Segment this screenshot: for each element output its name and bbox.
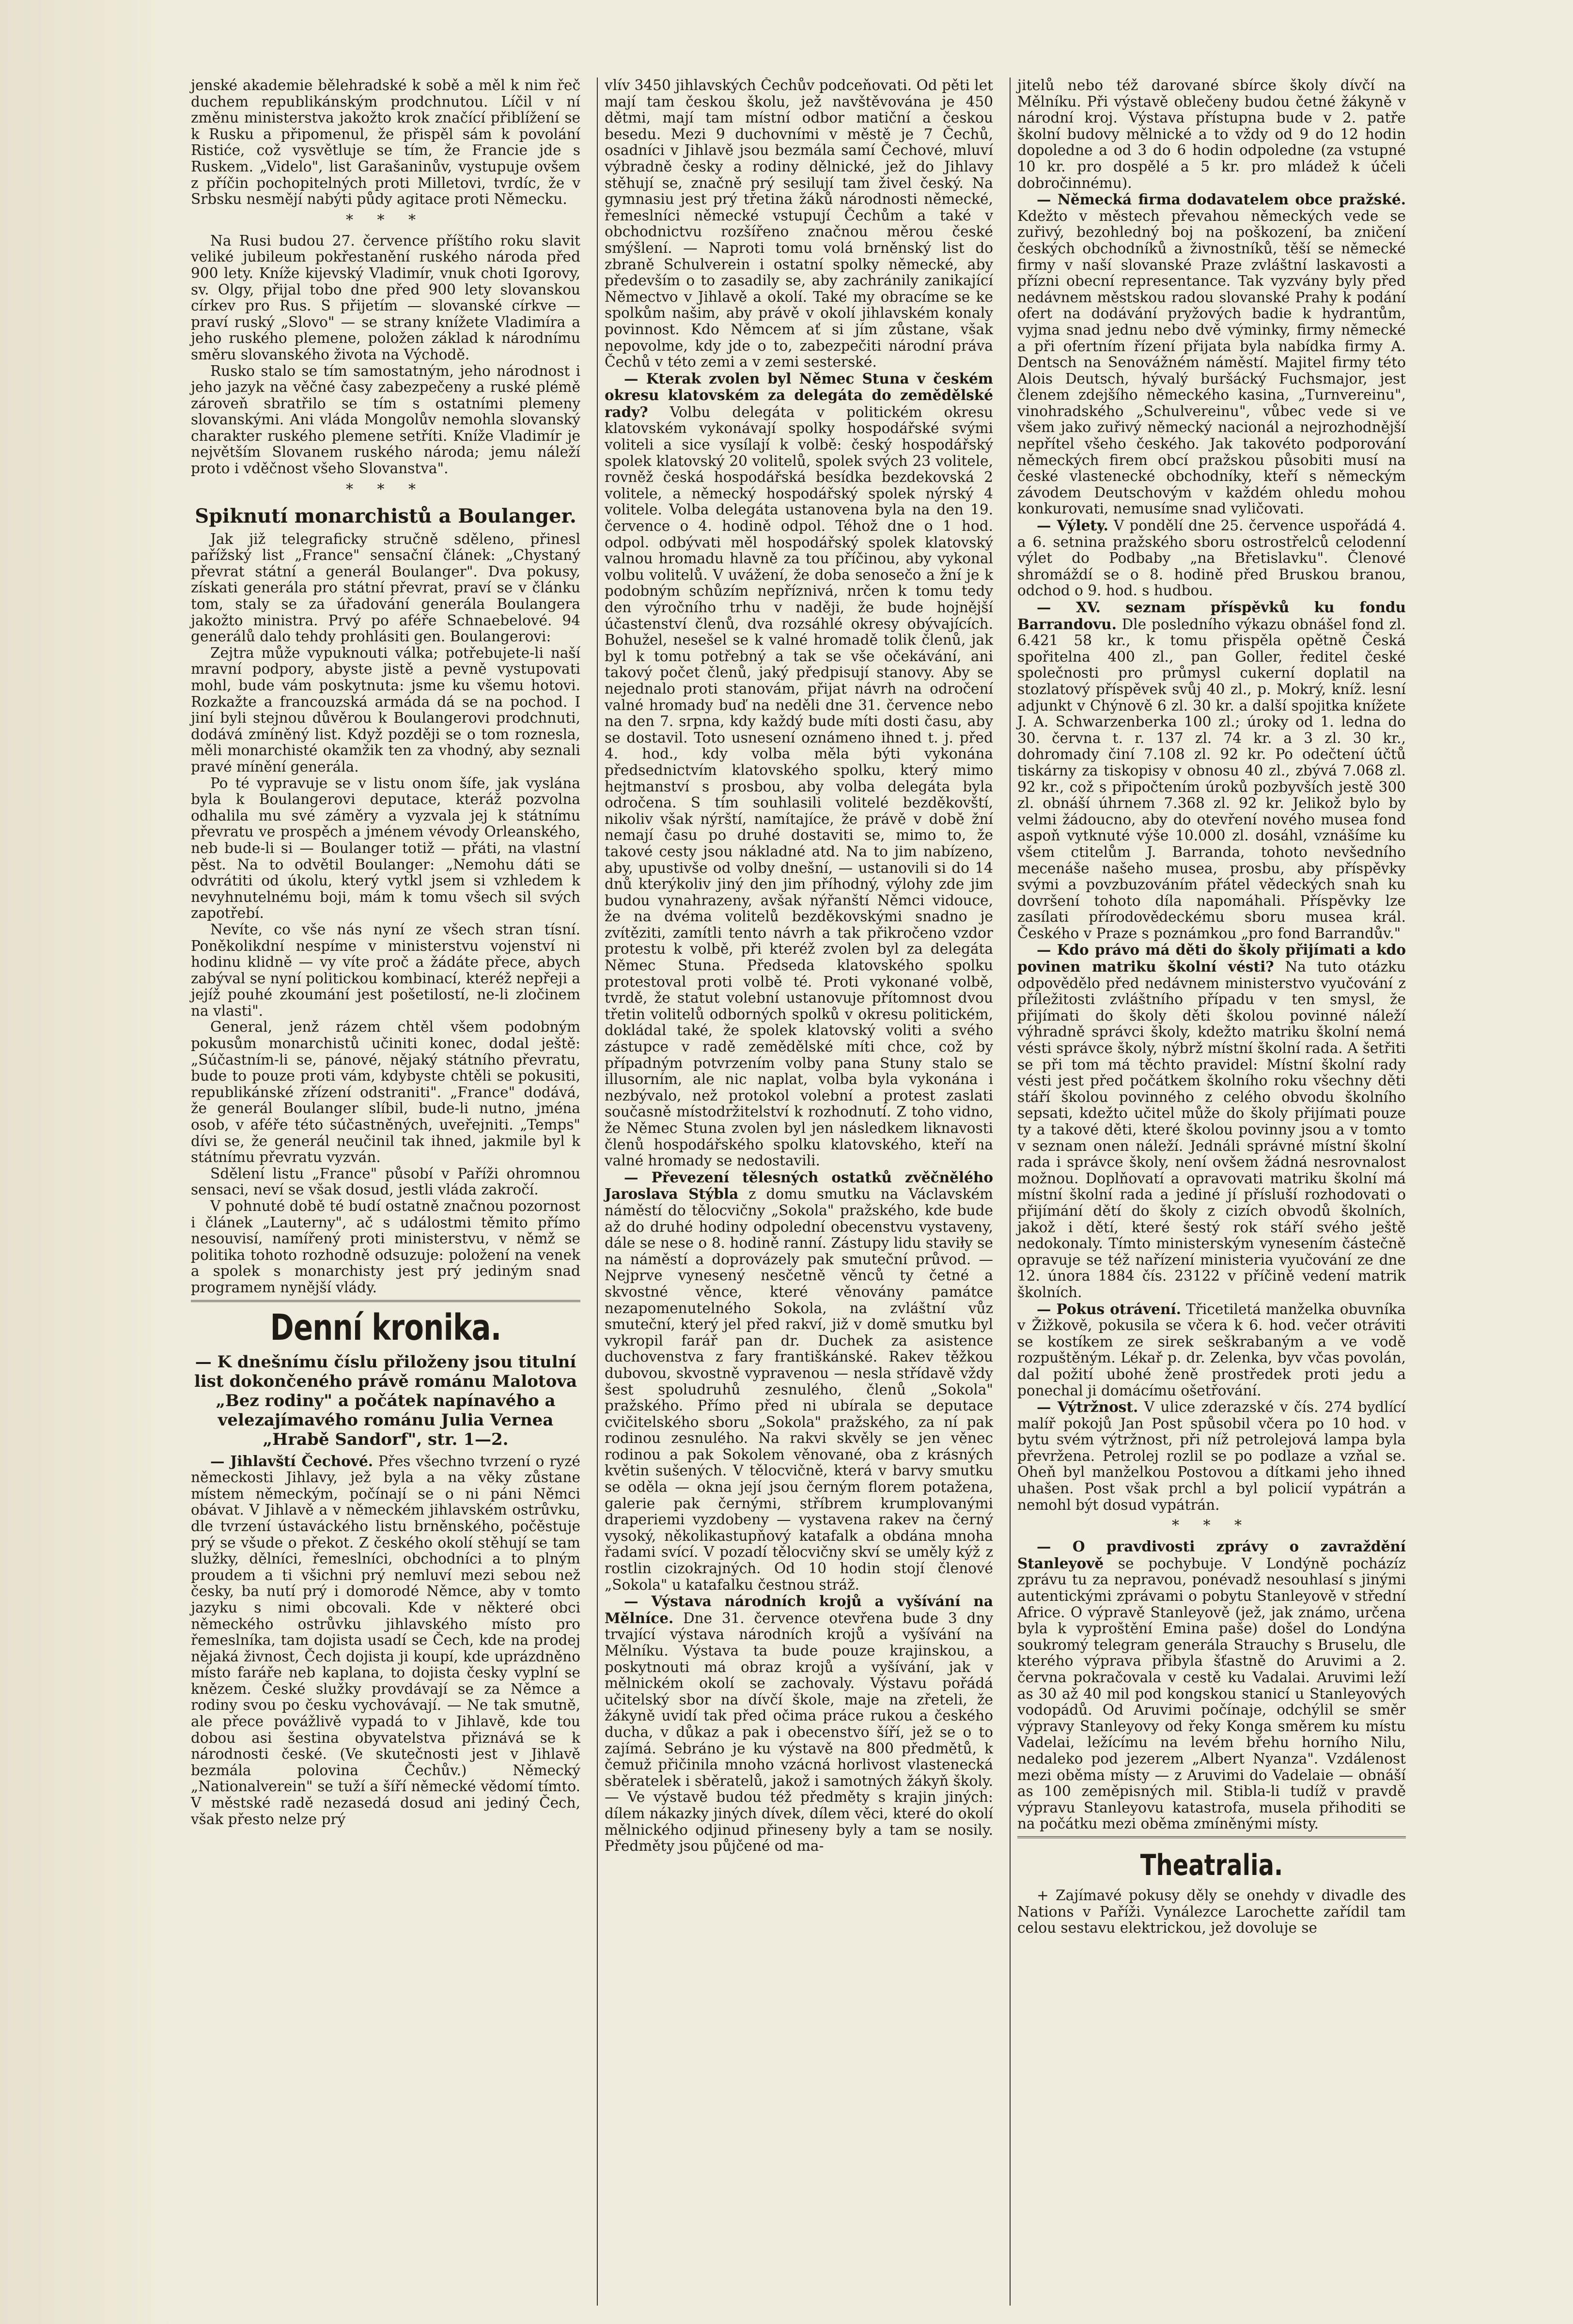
divider	[1017, 1836, 1406, 1838]
column-2	[597, 77, 1000, 2306]
paragraph: General, jenž rázem chtěl všem podobným pokusům monarchistů učiniti konec, dodal ještě: „Súčastním-li se, pánové, nějaký státního převratu, bude to pouze proti vám, kdybyste chtěli se pokusiti, republikánské zřízení odstraniti". „France" dodává, že generál Boulanger slíbil, bude-li nutno, jména osob, v aféře této súčastněných, uveřejniti. „Temps" dívi se, že generál neučinil tak ihned, jakmile byl k státnímu převratu vyzván.	[191, 1019, 580, 1166]
item-heading: — Pokus otrávení.	[1037, 1300, 1181, 1317]
newspaper-page	[184, 77, 1415, 2306]
column-1	[184, 77, 587, 2306]
item-text: V pondělí dne 25. července uspořádá 4. a 6. setnina pražského sboru ostrostřelců celodenní výlet do Podbaby „na Břetislavku". Členové shromáždí se o 8. hodině před Bruskou branou, odchod o 9. hod. s hudbou.	[1017, 517, 1406, 599]
separator-stars: * * *	[345, 211, 426, 229]
item-heading: — Převezení tělesných ostatků zvěčnělého Jaroslava Stýbla	[605, 1168, 993, 1203]
item-text: z domu smutku na Václavském náměstí do tělocvičny „Sokola" pražského, kde bude až do druhé hodiny odpolední obecenstvu vystaveny, dále se nese o 8. hodině ranní. Zástupy lidu staviły se na náměstí a doprovázely pak smuteční průvod. — Nejprve vynesený nesčetně věnců ty četné a skvostné věnce, které věnovány památce nezapomenutelného Sokola, na zvláštní vůz smuteční, který jel před rakví, již v domě smutku byl vykropil farář pan dr. Duchek za asistence duchovenstva z fary františkánské. Rakev těžkou dubovou, skvostně vypravenou — nesla střídavě vždy šest spoludruhů zesnulého, členů „Sokola" pražského. Přímo před ni ubírala se deputace cvičitelského sboru „Sokola" pražského, za ní pak rodinou zesnulého. Na rakvi skvěly se jen věnec rodinou a pak Sokolem věnované, oba z krásných květin sušených. V tělocvičně, která v barvy smutku se oděla — okna její jsou černým florem potažena, galerie pak černými, stříbrem krumplovanými draperiemi vyzdobeny — vystavena rakev na černý vysoký, několikastupňový katafalk a obdána mnoha řadami svící. V pozadí tělocvičny skví se uměly kýž z rostlin cizokrajných. Od 10 hodin stojí členové „Sokola" u katafalku čestnou stráž.	[605, 1186, 993, 1593]
paragraph: jitelů nebo též darované sbírce školy dívčí na Mělníku. Při výstavě oblečeny budou četné žákyně v národní kroj. Výstava přístupna bude v 2. patře školní budovy mělnické a to vždy od 9 do 12 hodin dopoledne a od 3 do 6 hodin odpoledne (za vstupné 10 kr. pro dospělé a 5 kr. pro mládež k účeli dobročinnému).	[1017, 77, 1406, 191]
page-margin	[0, 0, 174, 2324]
paragraph: Po té vypravuje se v listu onom šífe, jak vyslána byla k Boulangerovi deputace, kteráž pozvolna odhalila mu své záměry a vyzvala jej k státnímu převratu ve prospěch a jménem vévody Orleanského, neb bude-li si — Boulanger totiž — přáti, na vlastní pěst. Na to odvětil Boulanger: „Nemohu dáti se odvrátiti od úkolu, který vytkl jsem si vzhledem k nevyhnutelnému boji, mám k tomu všech sil svých zapotřebí.	[191, 775, 580, 922]
item-text: V ulice zderazské v čís. 274 bydlící malíř pokojů Jan Post spůsobil včera po 10 hod. v bytu svém výtržnost, při níž petrolejová lampa byla převržena. Petrolej rozlil se po podlaze a vzňal se. Oheň byl manželkou Postovou a dítkami jeho ihned uhašen. Post však prchl a byl policií vypátrán a nemohl být dosud vypátrán.	[1017, 1399, 1406, 1513]
item-text: Přes všechno tvrzení o ryzé německosti Jihlavy, jež byla a na věky zůstane místem německým, počínají se o ni páni Němci obávat. V Jihlavě a v německém jihlavském ostrůvku, dle tvrzení ústaváckého listu brněnského, počěstuje prý se všude o překot. Z českého okolí stěhují se tam služky, dělníci, řemeslníci, obchodníci a to plným proudem a ti všichni prý nemluví mezi sebou než česky, ba nutí prý i domorodé Němce, aby v tomto jazyku s nimi obcovali. Kde v některé obci německého ostrůvku jihlavského místo pro řemeslníka, tam dojista usadí se Čech, kde na prodej nějaká živnost, Čech dojista ji koupí, kde uprázdněno místo faráře neb kaplana, to dojista česky vyplní se knězem. České služky provdávají se za Němce a rodiny svou po česku vychovávají. — Ne tak smutně, ale přece povážlivě vypadá to v Jihlavě, kde tou dobou asi šestina obyvatelstva přiznává se k národnosti české. (Ve skutečnosti jest v Jihlavě bezmála polovina Čechův.) Německý „Nationalverein" se tuží a šíří německé vědomí tímto. V městské radě nezasedá dosud ani jediný Čech, však přesto nelze prý	[191, 1453, 580, 1828]
paragraph: vlív 3450 jihlavských Čechův podceňovati. Od pěti let mají tam českou školu, jež navštěvována je 450 dětmi, mají tam místní odbor matiční a českou besedu. Mezi 9 duchovními v městě je 7 Čechů, osadníci v Jihlavě jsou bezmála samí Čechové, mluví výbradně česky a rodiny dělnické, jež do Jihlavy stěhují se, značně prý sesilují tam živel český. Na gymnasiu jest prý třetina žáků národnosti německé, řemeslníci německé vstupují Čechům a také v obchodnictvu rozšířeno značnou měrou české smýšlení. — Naproti tomu volá brněnský list do zbraně Schulverein i ostatní spolky německé, aby především o to zasadily se, aby zachránily zanikající Němectvo v Jihlavě a okolí. Také my obracíme se ke spolkům našim, aby právě v okolí jihlavském konaly povinnost. Kdo Němcem ať si jím zůstane, však nepovolme, kdy jde o to, zabezpečiti národní práva Čechů v této zemi a v zemi sesterské.	[605, 77, 993, 371]
item-heading: — O pravdivosti zprávy o zavraždění Stanleyově	[1017, 1538, 1406, 1572]
paragraph: Zejtra může vypuknouti válka; potřebujete-li naší mravní podpory, abyste jistě a pevně vystupovati mohl, bude vám poskytnuta: jsme ku všemu hotovi. Rozkažte a francouzská armáda dá se na pochod. I jiní byli stejnou důvěrou k Boulangerovi prodchnuti, dodává zmíněný list. Když později se o tom roznesla, měli monarchisté okamžik ten za vhodný, aby seznali pravé mínění generála.	[191, 644, 580, 775]
lead-notice: — K dnešnímu číslu přiloženy jsou titulní list dokončeného právě románu Malotova „Bez rodiny" a počátek napínavého a velezajímavého románu Julia Vernea „Hrabě Sandorf", str. 1—2.	[194, 1352, 577, 1449]
paragraph: Jak již telegraficky stručně sděleno, přinesl pařížský list „France" sensační článek: „Chystaný převrat státní a generál Boulanger". Dva pokusy, získati generála pro státní převrat, praví se v článku tom, staly se za úřadování generála Boulangera jakožto ministra. Prvý po aféře Schnaebelové. 94 generálů dalo tehdy prohlásiti gen. Boulangerovi:	[191, 530, 580, 645]
item-heading: — Kterak zvolen byl Němec Stuna v českém okresu klatovském za delegáta do zemědělské rady?	[605, 370, 993, 420]
paragraph: Sdělení listu „France" působí v Paříži ohromnou sensaci, neví se však dosud, jestli vláda zakročí.	[191, 1165, 580, 1198]
paragraph: Rusko stalo se tím samostatným, jeho národnost i jeho jazyk na věčné časy zabezpečeny a ruské plémě zároveň sbratřilo se tím s ostatními plemeny slovanskými. Ani vláda Mongolův nemohla slovanský charakter ruského plemene setříti. Kníže Vladimír je největším Slovanem ruského národa; jemu náleží proto i vděčnost všeho Slovanstva".	[191, 362, 580, 477]
section-title: Denní kronika.	[270, 1306, 501, 1348]
item-text: Třicetiletá manželka obuvníka v Žižkově, pokusila se včera k 6. hod. večer otráviti se kostíkem ze sirek seškrabaným a ve vodě rozpuštěným. Lékař p. dr. Zelenka, byv včas povolán, dal požití ubohé ženě prostředek proti jedu a ponechal ji domácímu ošetřování.	[1017, 1301, 1406, 1399]
item-heading: — Výtržnost.	[1037, 1398, 1138, 1416]
item-heading: — Německá firma dodavatelem obce pražské.	[1037, 191, 1406, 208]
section-title: Theatralia.	[1140, 1848, 1283, 1882]
item-text: se pochybuje. V Londýně pocházíz zprávu tu za nepravou, ponévadž nesouhlasí s jinými autentickými zprávami o pobytu Stanleyově v střední Africe. O výpravě Stanleyově (jež, jak známo, určena byla k vyproštění Emina paše) došel do Londýna soukromý telegram generála Strauchy s Bruselu, dle kterého výprava přibyla šťastně do Aruvimi a 2. června pokračovala v cestě ku Vadalai. Aruvimi leží as 30 až 40 mil pod kongskou stanicí u Stanleyových vodopádů. Od Aruvimi počínaje, odchýlil se směr výpravy Stanleyovy od řeky Konga směrem ku místu Vadelai, ležícímu na levém břehu horního Nilu, nedaleko pod jezerem „Albert Nyanza". Vzdálenost mezi oběma místy — z Aruvimi do Vadelaie — obnáší as 100 zeměpisných mil. Stibla-li tudíž v pravdě výpravu Stanleyovu katastrofa, musela přihoditi se na počátku mezi oběma zmíněnými místy.	[1017, 1555, 1406, 1832]
item-text: Na tuto otázku odpovědělo před nedávnem ministerstvo vyučování z příležitosti zvláštního případu v ten smysl, že přijímati do školy děti školou povinné náleží výhradně správci školy, kdežto matriku školní nemá vésti správce školy, nýbrž místní školní rada. A šetřiti se při tom má těchto pravidel: Místní školní rady vésti jest před počátkem školního roku všechny děti stáří školou povinného z celého obvodu školního sepsati, kdežto učitel může do školy přijímati pouze ty a takové děti, které školou povinny jsou a v tomto v seznam onen náleží. Jednáli správné místní školní rada i správce školy, není ovšem žádná nesrovnalost možnou. Doplňovatí a opravovati matriku školní má místní školní rada a jediné jí přísluší rozhodovati o přijímání dětí do školy z cizích obvodů školních, jakož i dětí, které šestý rok stáří svého ještě nedokonaly. Tímto ministerským vynesením částečně opravuje se též nařízení ministeria vyučování ze dne 12. února 1884 čís. 23122 v příčině vedení matrik školních.	[1017, 959, 1406, 1301]
column-3	[1010, 77, 1413, 2306]
paragraph: jenské akademie bělehradské k sobě a měl k nim řeč duchem republikánským prodchnutou. Líčil v ní změnu ministerstva jakožto krok značící přiblížení se k Rusku a připomenul, že přispěl sám k povolání Ristiće, což vysvětluje se tím, že Francie jde s Ruskem. „Videlo", list Garašaninův, vystupuje ovšem z příčin pochopitelných proti Milletovi, tvrdíc, že v Srbsku nesmějí nabýti půdy agitace proti Německu.	[191, 77, 580, 208]
paragraph: V pohnuté době té budí ostatně značnou pozornost i článek „Lauterny", ač s událostmi těmito přímo nesouvisí, namířený proti ministerstvu, v němž se politika tohoto rozhodně odsuzuje: položení na venek a spolek s monarchisty jest prý jediným snad programem nynější vlády.	[191, 1198, 580, 1296]
section-heading: Spiknutí monarchistů a Boulanger.	[195, 504, 576, 527]
item-heading: — XV. seznam příspěvků ku fondu Barrandovu.	[1017, 599, 1406, 633]
item-heading: — Výstava národních krojů a vyšívání na Mělníce.	[605, 1593, 993, 1627]
paragraph: Nevíte, co vše nás nyní ze všech stran tísní. Poněkolikdní nespíme v ministerstvu vojenství ni hodinu klidně — vy víte proč a žádáte přece, abych zabýval se nyní politickou kombinací, kteréž nepřeji a jejíž pouhé zkoumání jest pošetilostí, ne-li zločinem na vlasti".	[191, 921, 580, 1019]
item-text: Kdežto v městech převahou německých vede se zuřivý, bezohledný boj na poškození, ba zničení českých obchodníků a živnostníků, těší se německé firmy v naší slovanské Praze zvláštní laskavosti a přízni obecní representance. Tak vyzvány byly před nedávnem městskou radou slovanské Prahy k podání ofert na dodávání pryžových badie k hydrantům, vyjma snad jednu nebo dvě výminky, firmy německé a při ofertním řízení přijata byla nabídka firmy A. Dentsch na Senovážném náměstí. Majitel firmy této Alois Deutsch, hývalý buršácký Fuchsmajor, jest členem zdejšího německého kasina, „Turnvereinu", vinohradského „Schulvereinu", vůbec vede si ve všem jako zuřivý německý nacionál a nejrozhodnější nepřítel všeho českého. Jak takovéto podporování německých firem obcí pražskou působiti musí na české vlastenecké obchodníky, kteří s německým závodem Deutschovým v každém ohledu mohou konkurovati, nemusíme snad vyličovati.	[1017, 207, 1406, 517]
divider	[191, 1300, 580, 1302]
item-text: Dne 31. července otevřena bude 3 dny trvající výstava národních krojů a vyšívání na Mělníku. Výstava ta bude pouze krajinskou, a poskytnouti má obraz krojů a vyšívání, jak v mělnickém okolí se zachovaly. Výstavu pořádá učitelský sbor na dívčí škole, maje na zřeteli, že žákyně uvidí tak před očima práce rukou a českého ducha, v důkaz a pak i obecenstvo šíří, jež se o to zajímá. Sebráno je ku výstavě na 800 předmětů, k čemuž přičinila mnoho vzácná horlivost vlastenecká sběratelek i sběratelů, jakož i samotných žákyň školy. — Ve výstavě budou též předměty s krajin jiných: dílem nákazky jiných dívek, dílem věci, které do okolí mělnického odjinud přineseny byly a tam se nosily. Předměty jsou půjčené od ma-	[605, 1610, 993, 1855]
item-text: Dle posledního výkazu obnášel fond zl. 6.421 58 kr., k tomu přispěla opětně Česká spořitelna 400 zl., pan Goller, ředitel české společnosti pro průmysl cukerní doplatil na stozlatový příspěvek svůj 40 zl., p. Mokrý, kníž. lesní adjunkt v Chýnově 6 zl. 30 kr. a další spojitka knížete J. A. Schwarzenberka 100 zl.; úroky od 1. ledna do 30. června t. r. 137 zl. 74 kr. a 3 zl. 30 kr., dohromady činí 7.108 zl. 92 kr. Po odečtení účtů tiskárny za tiskopisy v obnosu 40 zl., zbývá 7.068 zl. 92 kr., což s připočtením úroků pozbyvších jestě 300 zl. obnáší úhrnem 7.368 zl. 92 kr. Jelikož bylo by velmi žádoucno, aby do otevření nového musea fond aspoň vytknuté výše 10.000 zl. dosáhl, vznášíme ku všem ctitelům J. Barranda, tohoto nevšedního mecenáše našeho musea, prosbu, aby příspěvky svými a povzbuzováním přátel vědeckých snah ku dovršení tohoto díla napomáhali. Příspěvky lze zasílati přírodovědeckému sboru musea král. Českého v Praze s poznámkou „pro fond Barrandův."	[1017, 616, 1406, 942]
separator-stars: * * *	[345, 480, 426, 498]
item-heading: — Jihlavští Čechové.	[210, 1452, 374, 1470]
item-text: Volbu delegáta v politickém okresu klatovském vykonávají spolky hospodářské svými voliteli a sice vysílají k volbě: český hospodářský spolek klatovský 20 volitelů, spolek svých 23 volitele, rovněž česká hospodářská besídka bezdekovská 2 volitele, a německý hospodářský spolek nýrský 4 volitele. Volba delegáta ustanovena byla na den 19. července o 4. hodině odpol. Téhož dne o 1 hod. odpol. odbývati měl hospodářský spolek klatovský valnou hromadu hlavně za tou příčinou, aby vykonal volbu volitelů. V uvážení, že doba senosečo a žní je k podobným schůzím nepříznivá, nrčen k tomu tedy den výročního trhu v naději, že bude hojnější účastenství členů, dva rozsáhlé okresy obývajících. Bohužel, nesešel se k valné hromadě tolik členů, jak byl k tomu potřebný a tak se vše očekávání, ani takový počet členů, jaký předpisují stanovy. Aby se nejednalo proti stanovám, přijat návrh na odročení valné hromady buď na neděli dne 31. července nebo na den 7. srpna, kdy každý bude míti dosti času, aby se dostavil. Toto usnesení oznámeno ihned t. j. před 4. hod., kdy volba měla býti vykonána předsednictvím klatovského spolku, který mimo hejtmanství s prosbou, aby volba delegáta byla odročena. S tím souhlasili volitelé bezděkovští, nikoliv však nýrští, namítajíce, že právě v době žní nemají času po druhé dostaviti se, mimo to, že takové cesty jsou nákladné atd. Na to jim nabízeno, aby, upustivše od volby dnešní, — ustanovili si do 14 dnů kterýkoliv jiný den jim příhodný, výlohy zde jim budou vynahrazeny, avšak nýřanští Němci vidouce, že na dvéma volitelů bezděkovskými snadno je zvítěziti, zamítli tento návrh a tak přikročeno vzdor protestu k volbě, při kteréž zvolen byl za delegáta Němec Stuna. Předseda klatovského spolku protestoval proti volbě té. Proti vykonané volbě, tvrdě, že statut volební ustanovuje přítomnost dvou třetin volitelů odborných spolků v okresu politickém, dokládal také, že spolek klatovský voliti a svého zástupce v radě zemědělské míti chce, což by případným potvrzením volby pana Stuny stalo se illusorním, ale nic naplat, volba byla vykonána i nezbývalo, než protokol volební a protest zaslati současně místodržitelství k rozhodnutí. Z toho vidno, že Němec Stuna zvolen byl jen následkem liknavosti členů hospodářského spolku klatovského, kteří na valné hromady se nedostavili.	[605, 403, 993, 1169]
paragraph: Na Rusi budou 27. července příštího roku slavit veliké jubileum pokřestanění ruského národa před 900 lety. Kníže kijevský Vladimír, vnuk choti Igorovy, sv. Olgy, přijal tobo dne před 900 lety slovanskou církev pro Rus. S přijetím — slovanské církve — praví ruský „Slovo" — se strany knížete Vladimíra a jeho ruského plemene, položen základ k národnímu směru slovanského života na Východě.	[191, 232, 580, 363]
separator-stars: * * *	[1171, 1517, 1252, 1534]
paragraph: + Zajímavé pokusy děly se onehdy v divadle des Nations v Paříži. Vynálezce Larochette zařídil tam celou sestavu elektrickou, jež dovoluje se	[1017, 1887, 1406, 1937]
item-heading: — Výlety.	[1037, 517, 1108, 534]
item-heading: — Kdo právo má děti do školy přijímati a kdo povinen matriku školní vésti?	[1017, 941, 1406, 976]
